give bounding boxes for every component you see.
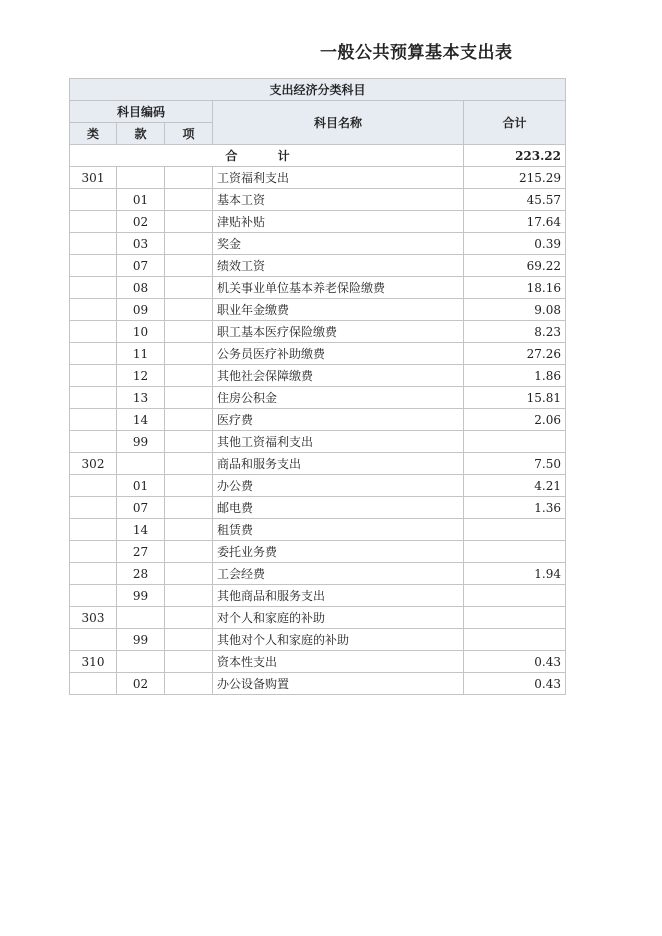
cell-lei <box>70 343 117 365</box>
cell-kuan: 27 <box>117 541 165 563</box>
cell-lei <box>70 211 117 233</box>
cell-name: 住房公积金 <box>213 387 464 409</box>
cell-xiang <box>165 189 213 211</box>
cell-lei <box>70 233 117 255</box>
cell-xiang <box>165 541 213 563</box>
cell-xiang <box>165 321 213 343</box>
cell-name: 对个人和家庭的补助 <box>213 607 464 629</box>
cell-kuan: 12 <box>117 365 165 387</box>
cell-kuan <box>117 167 165 189</box>
cell-xiang <box>165 387 213 409</box>
cell-xiang <box>165 255 213 277</box>
cell-kuan: 03 <box>117 233 165 255</box>
cell-kuan: 99 <box>117 431 165 453</box>
cell-lei <box>70 563 117 585</box>
cell-value: 1.94 <box>464 563 566 585</box>
cell-lei: 301 <box>70 167 117 189</box>
cell-name: 公务员医疗补助缴费 <box>213 343 464 365</box>
cell-kuan: 07 <box>117 255 165 277</box>
cell-name: 职工基本医疗保险缴费 <box>213 321 464 343</box>
table-row <box>70 563 566 585</box>
cell-value: 8.23 <box>464 321 566 343</box>
cell-name: 其他社会保障缴费 <box>213 365 464 387</box>
cell-value <box>464 629 566 651</box>
cell-xiang <box>165 343 213 365</box>
cell-xiang <box>165 167 213 189</box>
cell-lei <box>70 189 117 211</box>
cell-lei: 302 <box>70 453 117 475</box>
cell-lei <box>70 255 117 277</box>
header-code-label: 科目编码 <box>70 101 213 123</box>
cell-kuan: 11 <box>117 343 165 365</box>
cell-kuan: 99 <box>117 629 165 651</box>
cell-value: 1.36 <box>464 497 566 519</box>
cell-kuan <box>117 607 165 629</box>
cell-name: 机关事业单位基本养老保险缴费 <box>213 277 464 299</box>
cell-kuan <box>117 651 165 673</box>
cell-name: 工资福利支出 <box>213 167 464 189</box>
cell-value: 0.43 <box>464 673 566 695</box>
expenditure-table <box>69 78 566 695</box>
cell-lei <box>70 519 117 541</box>
header-lei: 类 <box>70 123 117 145</box>
cell-xiang <box>165 629 213 651</box>
table-row <box>70 475 566 497</box>
cell-lei <box>70 673 117 695</box>
header-kuan: 款 <box>117 123 165 145</box>
cell-value: 45.57 <box>464 189 566 211</box>
table-row <box>70 233 566 255</box>
table-row <box>70 519 566 541</box>
cell-xiang <box>165 585 213 607</box>
cell-value: 0.43 <box>464 651 566 673</box>
cell-name: 职业年金缴费 <box>213 299 464 321</box>
cell-name: 津贴补贴 <box>213 211 464 233</box>
table-row <box>70 365 566 387</box>
table-row <box>70 629 566 651</box>
table-row <box>70 321 566 343</box>
cell-kuan: 99 <box>117 585 165 607</box>
cell-xiang <box>165 365 213 387</box>
cell-value: 0.39 <box>464 233 566 255</box>
cell-kuan: 01 <box>117 189 165 211</box>
total-row <box>70 145 566 167</box>
table-row <box>70 189 566 211</box>
cell-xiang <box>165 607 213 629</box>
cell-value <box>464 519 566 541</box>
cell-name: 办公费 <box>213 475 464 497</box>
cell-xiang <box>165 233 213 255</box>
cell-value <box>464 585 566 607</box>
cell-xiang <box>165 651 213 673</box>
cell-name: 其他商品和服务支出 <box>213 585 464 607</box>
header-group-label: 支出经济分类科目 <box>70 79 566 101</box>
cell-name: 商品和服务支出 <box>213 453 464 475</box>
cell-name: 其他对个人和家庭的补助 <box>213 629 464 651</box>
cell-name: 工会经费 <box>213 563 464 585</box>
cell-lei <box>70 629 117 651</box>
table-row <box>70 255 566 277</box>
cell-xiang <box>165 497 213 519</box>
total-label: 合 计 <box>70 145 464 167</box>
table-row <box>70 541 566 563</box>
cell-xiang <box>165 409 213 431</box>
table-row <box>70 277 566 299</box>
cell-value <box>464 431 566 453</box>
cell-xiang <box>165 299 213 321</box>
cell-kuan: 28 <box>117 563 165 585</box>
cell-value <box>464 607 566 629</box>
table-row <box>70 607 566 629</box>
cell-lei <box>70 431 117 453</box>
cell-xiang <box>165 519 213 541</box>
table-row <box>70 585 566 607</box>
cell-xiang <box>165 453 213 475</box>
cell-kuan: 08 <box>117 277 165 299</box>
cell-name: 基本工资 <box>213 189 464 211</box>
table-row <box>70 409 566 431</box>
cell-lei: 303 <box>70 607 117 629</box>
cell-lei <box>70 365 117 387</box>
cell-value: 17.64 <box>464 211 566 233</box>
cell-kuan <box>117 453 165 475</box>
cell-name: 委托业务费 <box>213 541 464 563</box>
header-xiang: 项 <box>165 123 213 145</box>
cell-kuan: 14 <box>117 519 165 541</box>
cell-lei <box>70 585 117 607</box>
cell-value: 7.50 <box>464 453 566 475</box>
cell-name: 租赁费 <box>213 519 464 541</box>
cell-name: 办公设备购置 <box>213 673 464 695</box>
cell-kuan: 09 <box>117 299 165 321</box>
cell-value: 9.08 <box>464 299 566 321</box>
cell-value: 4.21 <box>464 475 566 497</box>
cell-lei <box>70 387 117 409</box>
header-name-label: 科目名称 <box>213 101 464 145</box>
cell-xiang <box>165 563 213 585</box>
cell-lei <box>70 497 117 519</box>
cell-kuan: 07 <box>117 497 165 519</box>
cell-value: 69.22 <box>464 255 566 277</box>
cell-xiang <box>165 475 213 497</box>
table-row <box>70 673 566 695</box>
cell-name: 邮电费 <box>213 497 464 519</box>
cell-xiang <box>165 673 213 695</box>
cell-lei: 310 <box>70 651 117 673</box>
table-row <box>70 343 566 365</box>
cell-xiang <box>165 211 213 233</box>
cell-value: 27.26 <box>464 343 566 365</box>
cell-kuan: 13 <box>117 387 165 409</box>
cell-value: 2.06 <box>464 409 566 431</box>
cell-name: 其他工资福利支出 <box>213 431 464 453</box>
cell-name: 医疗费 <box>213 409 464 431</box>
table-row <box>70 453 566 475</box>
cell-name: 奖金 <box>213 233 464 255</box>
cell-value <box>464 541 566 563</box>
cell-lei <box>70 409 117 431</box>
cell-lei <box>70 321 117 343</box>
cell-value: 15.81 <box>464 387 566 409</box>
cell-lei <box>70 277 117 299</box>
table-row <box>70 651 566 673</box>
cell-value: 1.86 <box>464 365 566 387</box>
cell-xiang <box>165 431 213 453</box>
page-title: 一般公共预算基本支出表 <box>320 43 513 63</box>
cell-lei <box>70 475 117 497</box>
cell-xiang <box>165 277 213 299</box>
table-row <box>70 387 566 409</box>
cell-kuan: 10 <box>117 321 165 343</box>
cell-kuan: 02 <box>117 673 165 695</box>
cell-name: 绩效工资 <box>213 255 464 277</box>
table-row <box>70 211 566 233</box>
cell-lei <box>70 299 117 321</box>
total-value: 223.22 <box>464 145 566 167</box>
table-row <box>70 167 566 189</box>
table-row <box>70 299 566 321</box>
table-row <box>70 497 566 519</box>
header-total-label: 合计 <box>464 101 566 145</box>
cell-lei <box>70 541 117 563</box>
cell-value: 18.16 <box>464 277 566 299</box>
cell-value: 215.29 <box>464 167 566 189</box>
cell-kuan: 02 <box>117 211 165 233</box>
cell-kuan: 01 <box>117 475 165 497</box>
table-row <box>70 431 566 453</box>
cell-name: 资本性支出 <box>213 651 464 673</box>
cell-kuan: 14 <box>117 409 165 431</box>
